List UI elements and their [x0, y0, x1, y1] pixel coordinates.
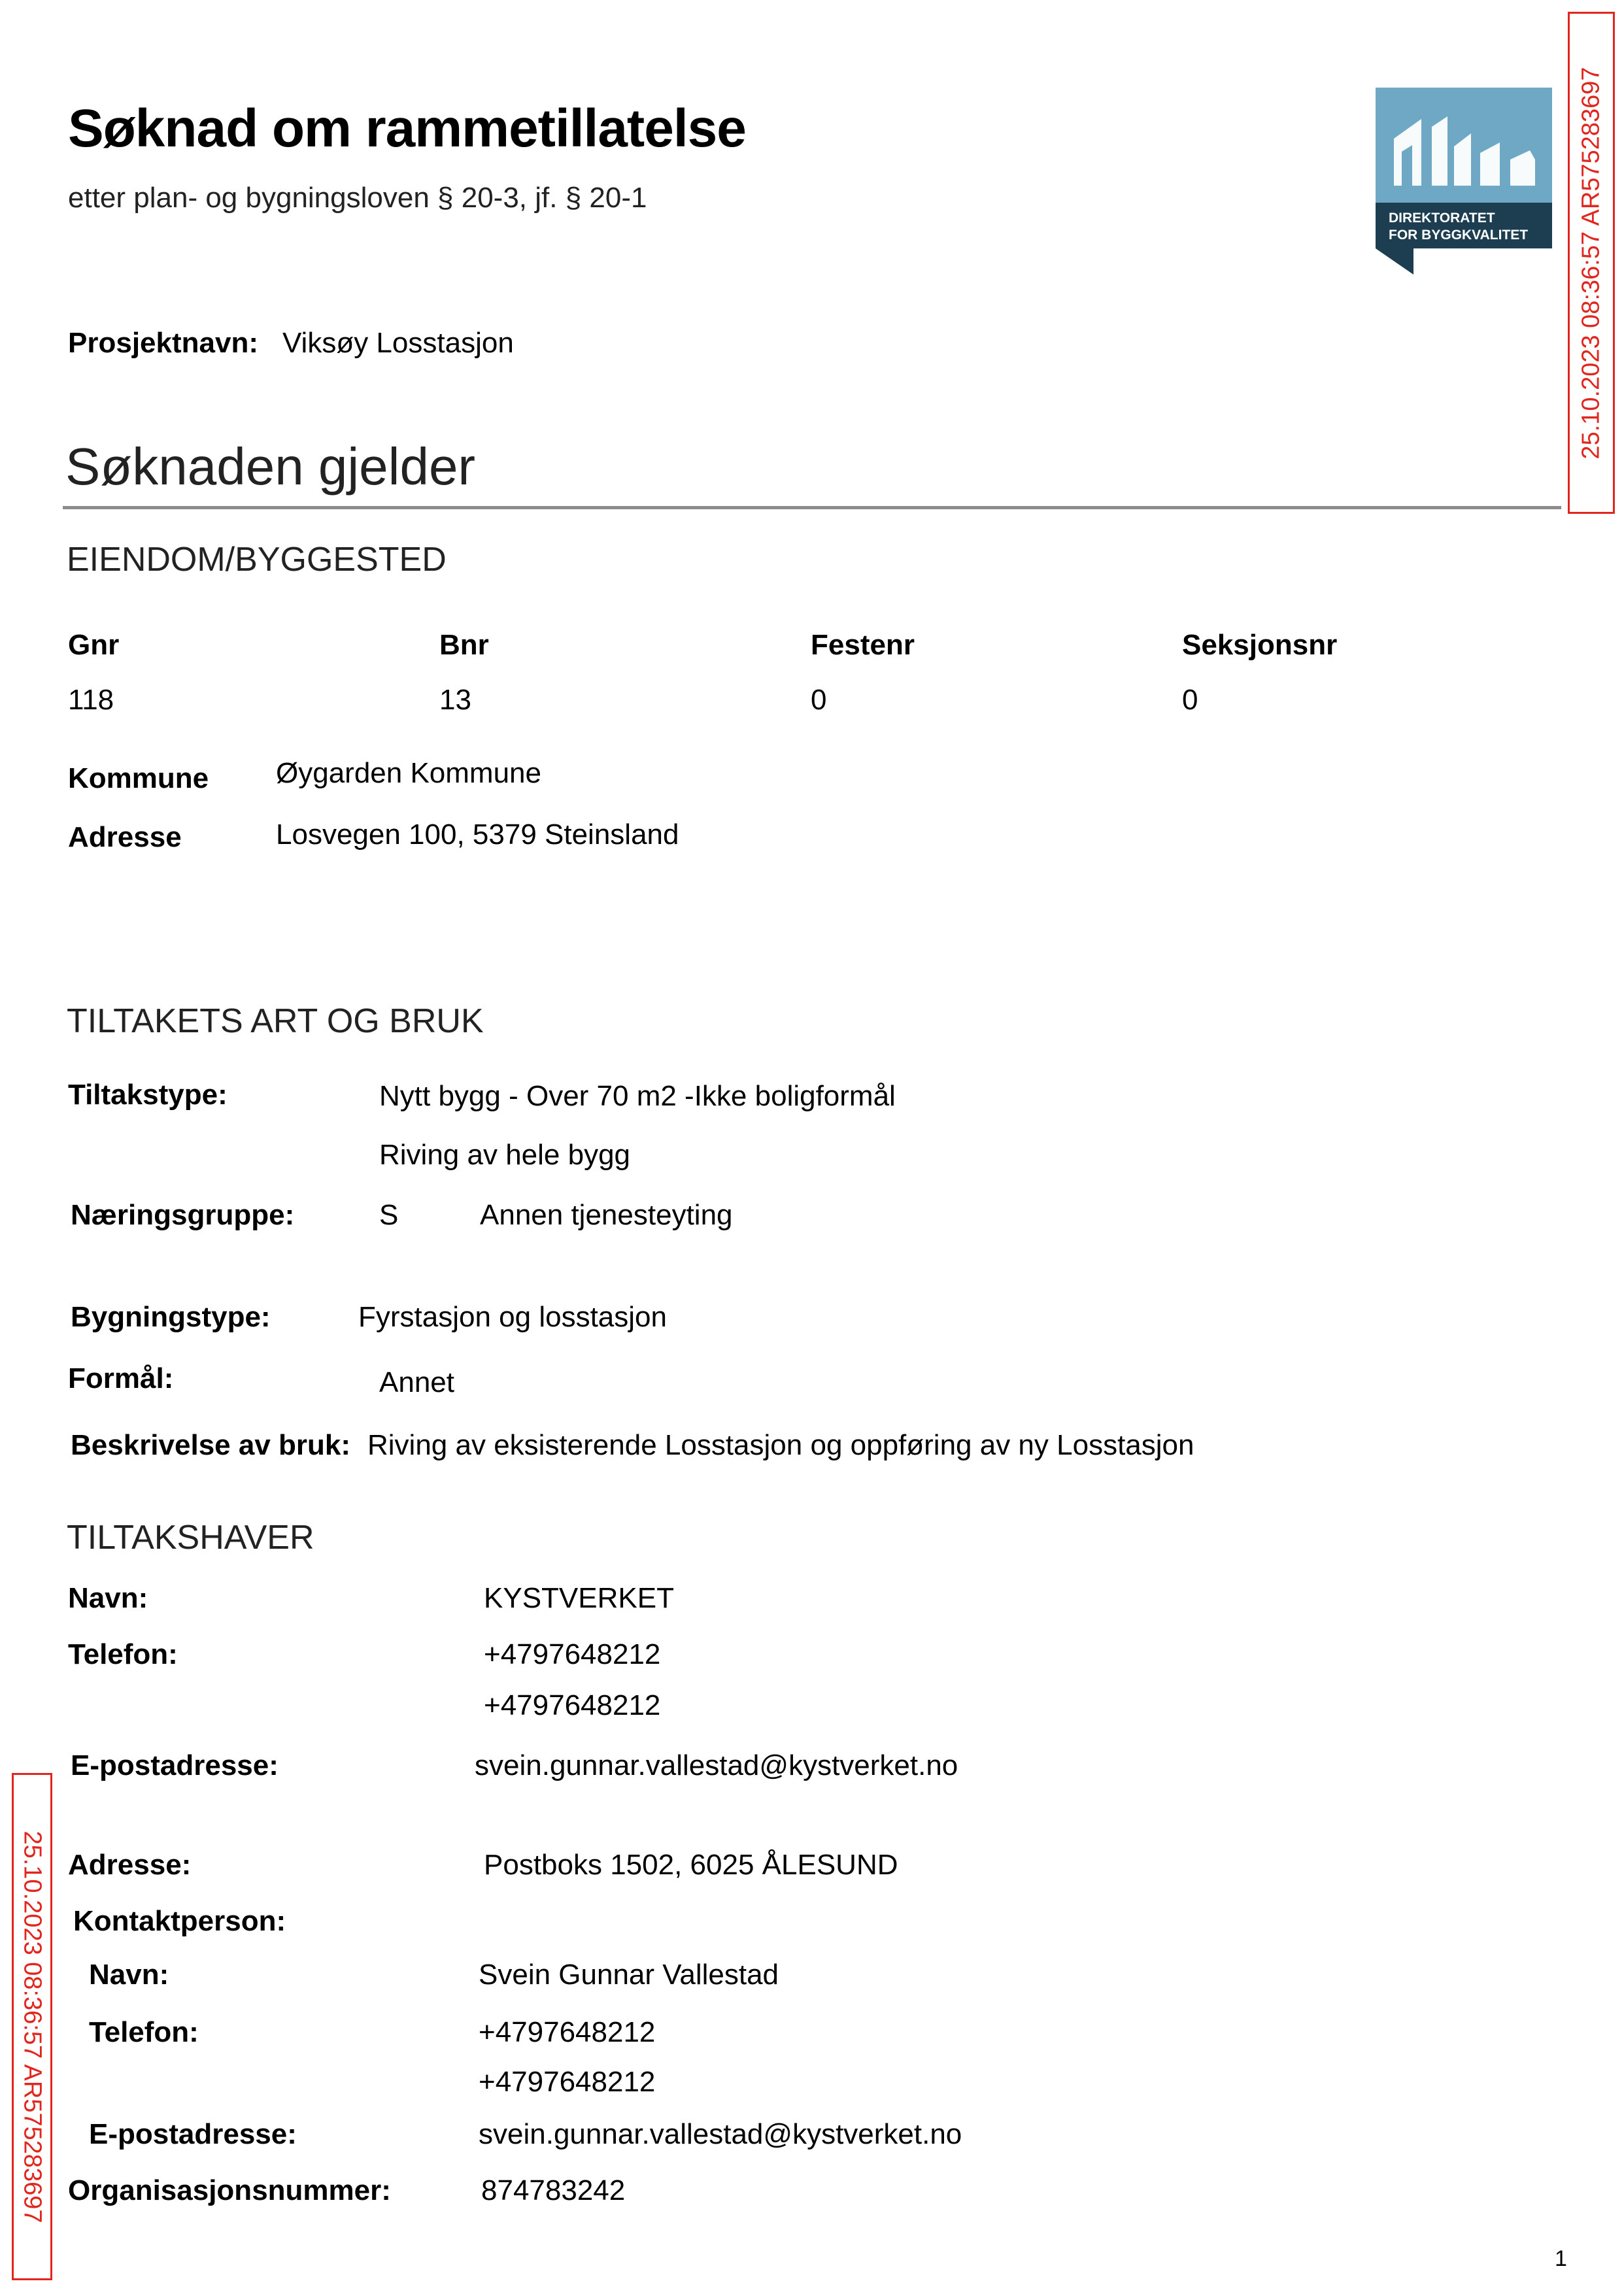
bygningstype-value: Fyrstasjon og losstasjon	[358, 1301, 667, 1333]
seksjonsnr-value: 0	[1182, 684, 1198, 716]
seksjonsnr-label: Seksjonsnr	[1182, 629, 1338, 661]
formaal-value: Annet	[379, 1366, 454, 1398]
kontakt-epost-label: E-postadresse:	[89, 2118, 297, 2150]
dibk-logo	[1376, 88, 1552, 275]
stamp-text: 25.10.2023 08:36:57 AR575283697	[1577, 66, 1605, 460]
adresse-value: Losvegen 100, 5379 Steinsland	[276, 818, 679, 851]
festenr-value: 0	[811, 684, 827, 716]
tiltakstype-value-1: Nytt bygg - Over 70 m2 -Ikke boligformål	[379, 1080, 896, 1112]
project-value: Viksøy Losstasjon	[282, 327, 514, 359]
tiltakstype-value-2: Riving av hele bygg	[379, 1139, 631, 1171]
naeringsgruppe-code: S	[379, 1199, 399, 1231]
adresse-label: Adresse	[68, 821, 182, 853]
logo-text-line1: DIREKTORATET	[1389, 211, 1495, 226]
tiltakshaver-navn-label: Navn:	[68, 1582, 148, 1614]
project-label: Prosjektnavn:	[68, 327, 258, 359]
kontakt-telefon-2: +4797648212	[479, 2066, 656, 2098]
tiltakshaver-heading: TILTAKSHAVER	[67, 1519, 314, 1557]
beskrivelse-label: Beskrivelse av bruk:	[71, 1429, 351, 1461]
property-heading: EIENDOM/BYGGESTED	[67, 541, 447, 579]
orgnr-value: 874783242	[481, 2174, 626, 2206]
formaal-label: Formål:	[68, 1362, 174, 1394]
tiltakshaver-telefon-1: +4797648212	[484, 1638, 661, 1670]
tiltakshaver-epost-label: E-postadresse:	[71, 1749, 279, 1781]
logo-text-line2: FOR BYGGKVALITET	[1389, 228, 1529, 243]
kommune-label: Kommune	[68, 762, 209, 794]
tiltakshaver-navn-value: KYSTVERKET	[484, 1582, 674, 1614]
stamp-text: 25.10.2023 08:36:57 AR575283697	[18, 1830, 46, 2223]
naeringsgruppe-label: Næringsgruppe:	[71, 1199, 295, 1231]
kontakt-telefon-1: +4797648212	[479, 2016, 656, 2048]
section-title: Søknaden gjelder	[65, 437, 476, 496]
timestamp-stamp-bottom	[12, 1773, 52, 2280]
tiltakshaver-telefon-2: +4797648212	[484, 1689, 661, 1721]
orgnr-label: Organisasjonsnummer:	[68, 2174, 391, 2206]
gnr-value: 118	[68, 684, 114, 716]
kontakt-navn-label: Navn:	[89, 1959, 169, 1991]
bnr-value: 13	[439, 684, 471, 716]
timestamp-stamp-top	[1568, 12, 1615, 514]
bnr-label: Bnr	[439, 629, 489, 661]
naeringsgruppe-value: Annen tjenesteyting	[480, 1199, 733, 1231]
tiltakshaver-adresse-label: Adresse:	[68, 1849, 192, 1881]
kontakt-telefon-label: Telefon:	[89, 2016, 199, 2048]
kommune-value: Øygarden Kommune	[276, 757, 541, 789]
kontakt-navn-value: Svein Gunnar Vallestad	[479, 1959, 779, 1991]
tiltak-heading: TILTAKETS ART OG BRUK	[67, 1002, 484, 1040]
kontakt-epost-value: svein.gunnar.vallestad@kystverket.no	[479, 2118, 962, 2150]
tiltakshaver-adresse-value: Postboks 1502, 6025 ÅLESUND	[484, 1849, 898, 1881]
gnr-label: Gnr	[68, 629, 120, 661]
festenr-label: Festenr	[811, 629, 915, 661]
tiltakshaver-telefon-label: Telefon:	[68, 1638, 178, 1670]
bygningstype-label: Bygningstype:	[71, 1301, 271, 1333]
tiltakshaver-epost-value: svein.gunnar.vallestad@kystverket.no	[475, 1749, 958, 1781]
tiltakstype-label: Tiltakstype:	[68, 1079, 228, 1111]
page-title: Søknad om rammetillatelse	[68, 99, 746, 158]
section-divider	[63, 506, 1561, 509]
kontaktperson-label: Kontaktperson:	[73, 1905, 286, 1937]
page-subtitle: etter plan- og bygningsloven § 20-3, jf. § 20-1	[68, 182, 647, 214]
page-number: 1	[1555, 2246, 1567, 2271]
beskrivelse-value: Riving av eksisterende Losstasjon og oppføring av ny Losstasjon	[367, 1429, 1194, 1461]
